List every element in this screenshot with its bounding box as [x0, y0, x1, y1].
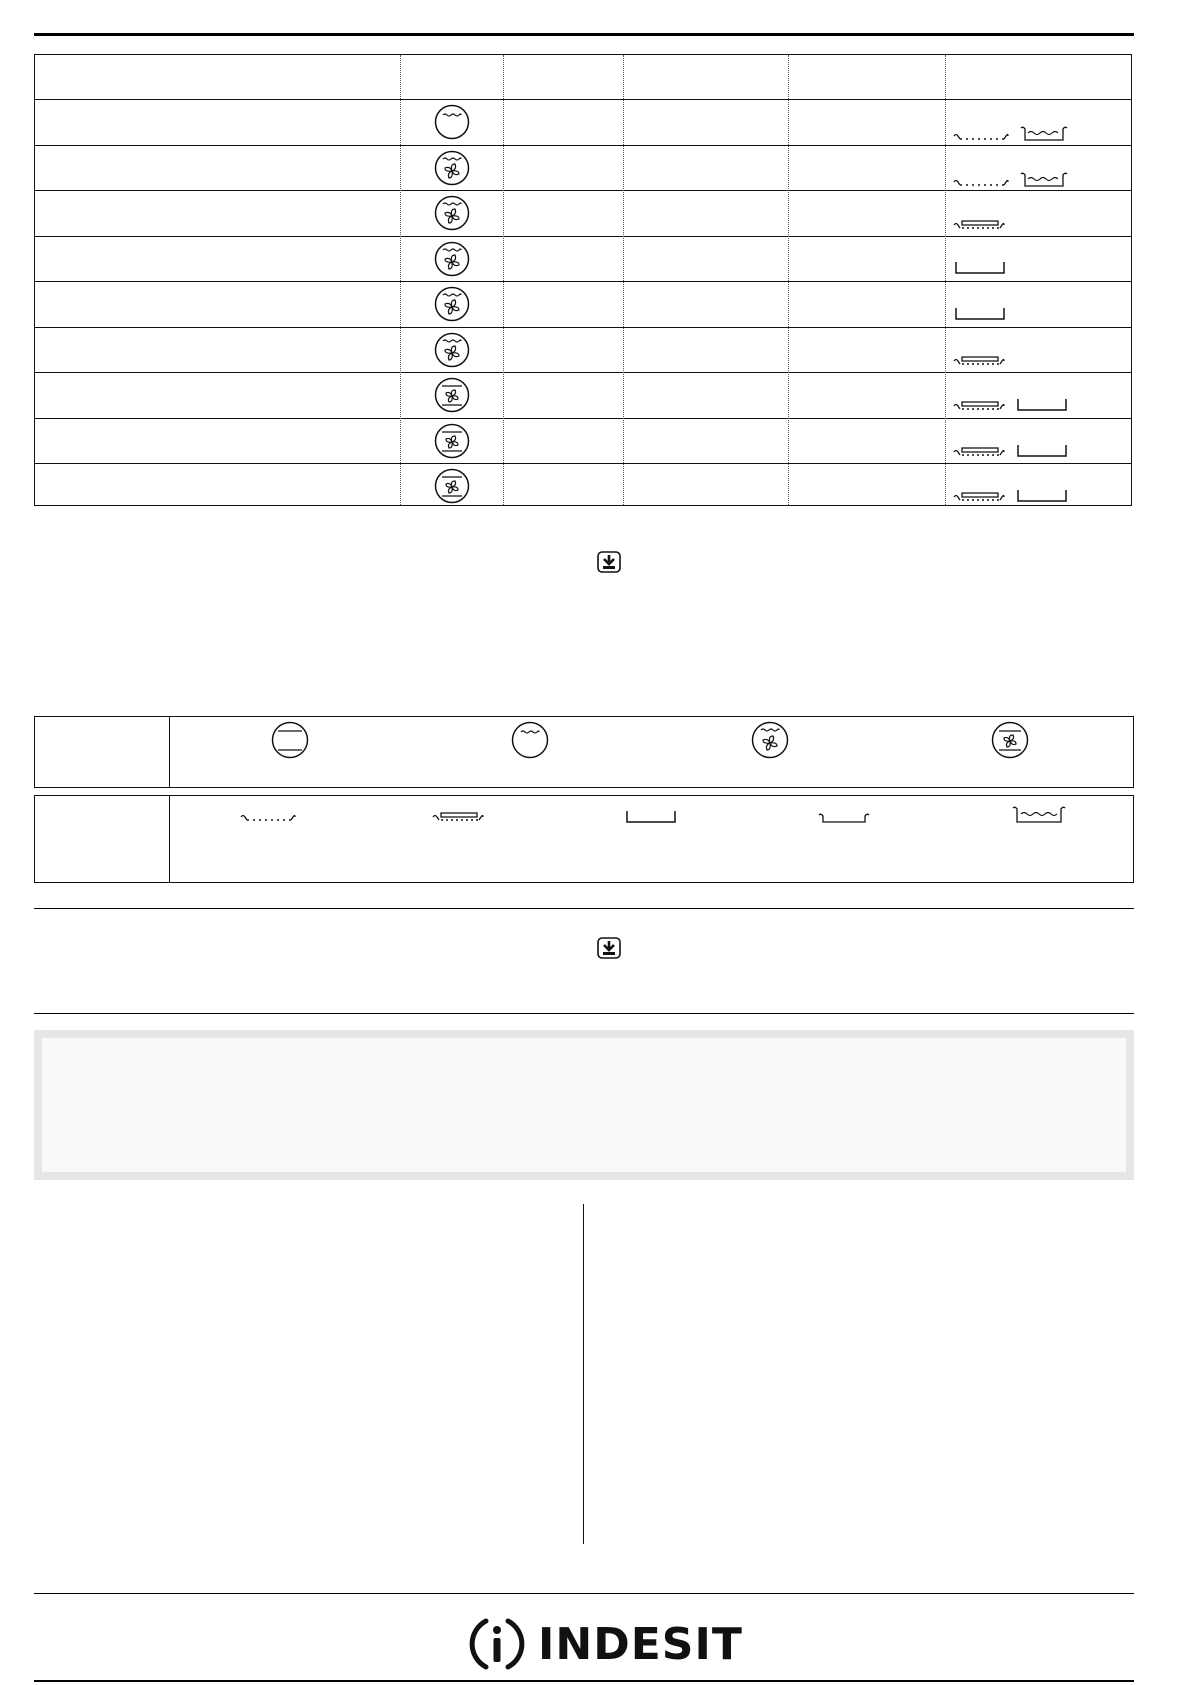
fan-assisted-mode-icon	[434, 195, 470, 231]
bottom-rule	[34, 1680, 1134, 1682]
conventional-mode-icon	[511, 721, 549, 759]
brand-wordmark: INDESIT	[538, 1618, 743, 1670]
rack-icon	[952, 176, 1010, 190]
deep-tray-icon	[954, 307, 1006, 321]
note-box-content	[42, 1038, 1126, 1172]
fan-assisted-mode-icon	[434, 332, 470, 368]
multi-level-fan-mode-icon	[991, 721, 1029, 759]
baking-tray-on-rack-icon	[952, 217, 1008, 231]
column-divider	[583, 1204, 584, 1544]
deep-tray-icon	[625, 810, 677, 824]
deep-tray-icon	[1016, 398, 1068, 412]
rack-icon	[952, 130, 1010, 144]
baking-tray-on-rack-icon	[431, 809, 487, 823]
multi-level-fan-mode-icon	[434, 377, 470, 413]
top-rule	[34, 33, 1134, 36]
section-rule	[34, 908, 1134, 909]
download-icon[interactable]	[597, 551, 621, 573]
brand-logo	[466, 1612, 743, 1676]
footer-rule	[34, 1593, 1134, 1594]
download-icon[interactable]	[597, 937, 621, 959]
multi-level-fan-mode-icon	[434, 468, 470, 504]
conventional-mode-icon	[434, 104, 470, 140]
note-box	[34, 1030, 1134, 1180]
drip-tray-icon	[1011, 805, 1067, 825]
drip-tray-icon	[1019, 171, 1069, 189]
indesit-logo-icon	[466, 1613, 528, 1675]
fan-assisted-mode-icon	[751, 721, 789, 759]
fan-assisted-mode-icon	[434, 150, 470, 186]
baking-tray-on-rack-icon	[952, 444, 1008, 458]
deep-tray-icon	[1016, 489, 1068, 503]
deep-tray-icon	[1016, 444, 1068, 458]
deep-tray-icon	[954, 261, 1006, 275]
drip-tray-icon	[1019, 125, 1069, 143]
function-legend	[34, 716, 1134, 788]
multi-level-fan-mode-icon	[434, 423, 470, 459]
rack-icon	[239, 811, 297, 825]
baking-tray-on-rack-icon	[952, 489, 1008, 503]
top-bottom-heat-icon	[271, 721, 309, 759]
baking-tray-on-rack-icon	[952, 398, 1008, 412]
shallow-tray-icon	[817, 812, 871, 824]
fan-assisted-mode-icon	[434, 241, 470, 277]
cooking-table	[34, 54, 1132, 506]
section-rule	[34, 1013, 1134, 1014]
fan-assisted-mode-icon	[434, 286, 470, 322]
accessory-legend	[34, 795, 1134, 883]
baking-tray-on-rack-icon	[952, 353, 1008, 367]
